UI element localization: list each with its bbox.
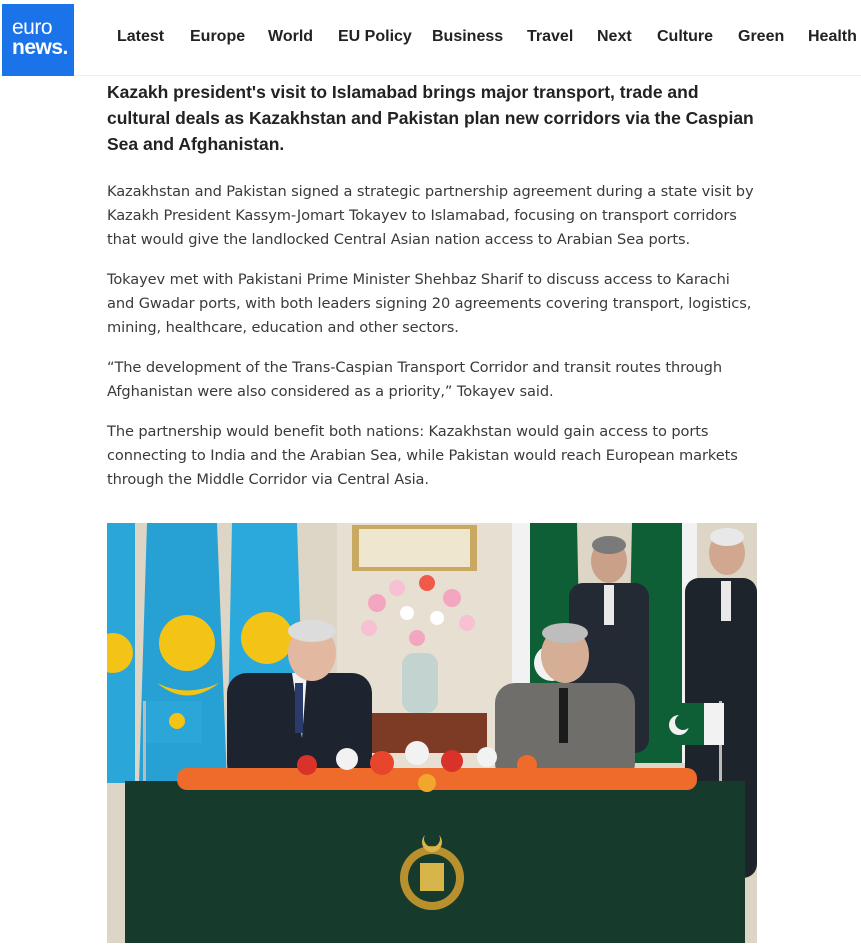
article-paragraph-1: Kazakhstan and Pakistan signed a strategic partnership agreement during a state visit by Kazakh President Kassym-Jomart Tokayev to Islamabad, focusing on transport corridors that would give the landlocked Central Asian nation access to Arabian Sea ports. (107, 183, 754, 248)
signing-ceremony-illustration (107, 523, 757, 943)
article-paragraph-4: The partnership would benefit both nations: Kazakhstan would gain access to ports connecting to India and the Arabian Sea, while Pakistan would reach European markets through the Middle Corridor via Central Asia. (107, 423, 738, 488)
nav-item-world[interactable]: World (268, 28, 314, 45)
nav-item-green[interactable]: Green (738, 28, 785, 45)
site-header (0, 0, 861, 76)
article-paragraph-2: Tokayev met with Pakistani Prime Minister Shehbaz Sharif to discuss access to Karachi and Gwadar ports, with both leaders signing 20 agreements covering transport, logistics, mining, healthcare, education and other sectors. (107, 271, 752, 336)
nav-item-next[interactable]: Next (597, 28, 632, 45)
nav-item-health[interactable]: Health (808, 28, 857, 45)
nav-item-business[interactable]: Business (432, 28, 504, 45)
article-photo (107, 523, 757, 943)
kazakhstan-flag-left (107, 523, 135, 783)
nav-item-travel[interactable]: Travel (527, 28, 574, 45)
nav-item-europe[interactable]: Europe (190, 28, 246, 45)
main-nav (0, 28, 861, 48)
logo-text-euro: euro (12, 16, 53, 39)
nav-item-culture[interactable]: Culture (657, 28, 713, 45)
nav-item-eu-policy[interactable]: EU Policy (338, 28, 412, 45)
kazakhstan-flag-middle (139, 523, 227, 783)
logo-text-news: news. (12, 36, 68, 59)
article-paragraph-3: “The development of the Trans-Caspian Transport Corridor and transit routes through Afghanistan were also considered as a priority,” Tokayev said. (107, 359, 722, 400)
nav-item-latest[interactable]: Latest (117, 28, 165, 45)
article-lead: Kazakh president's visit to Islamabad brings major transport, trade and cultural deals as Kazakhstan and Pakistan plan new corridors via the Caspian Sea and Afghanistan. (107, 82, 754, 154)
